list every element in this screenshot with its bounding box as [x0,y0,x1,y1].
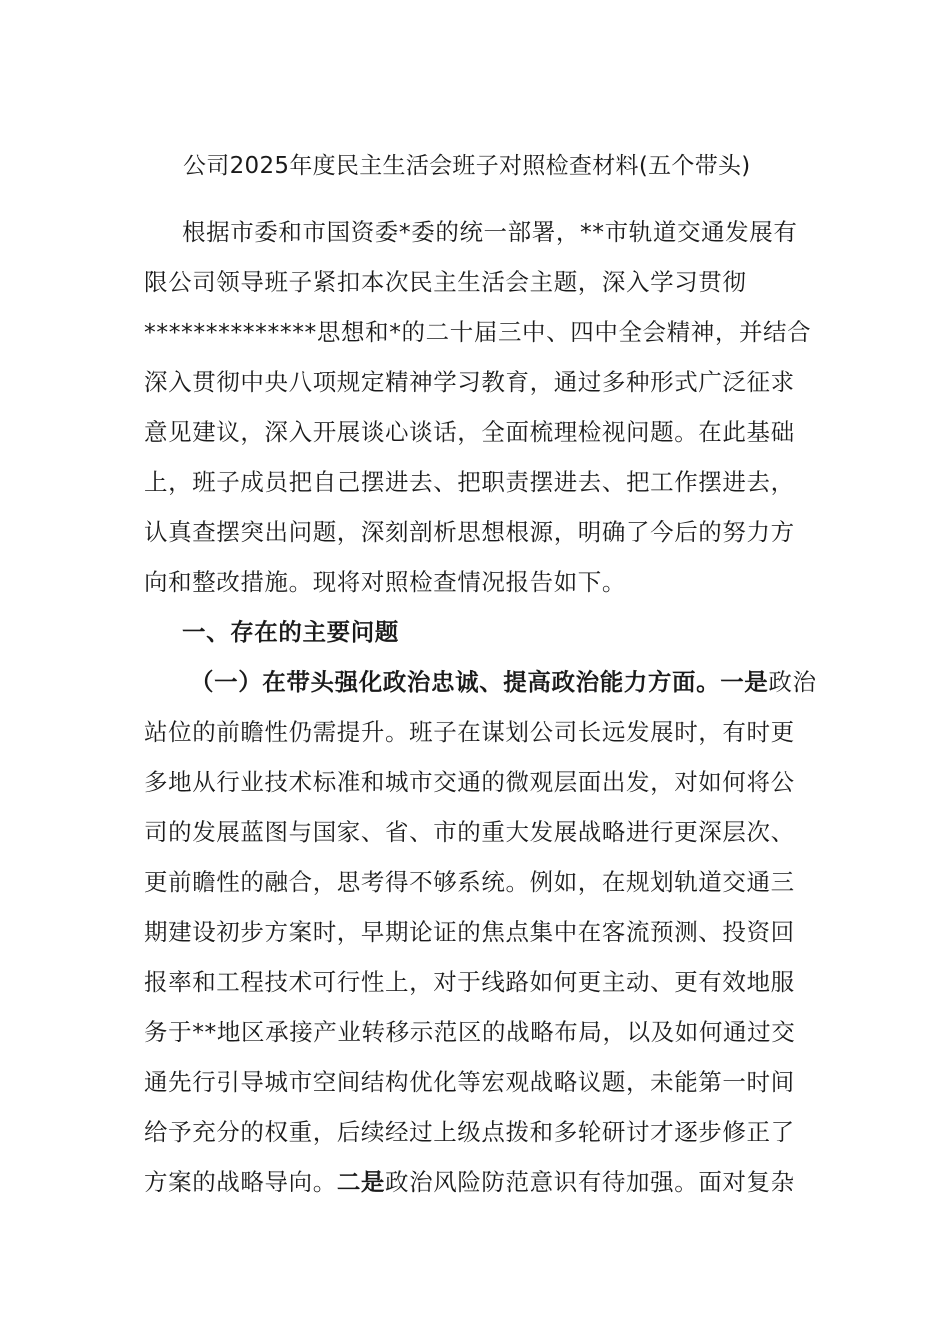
paragraph-line: 给予充分的权重，后续经过上级点拨和多轮研讨才逐步修正了 [144,1118,795,1146]
paragraph-line: 多地从行业技术标准和城市交通的微观层面出发，对如何将公 [144,768,795,796]
paragraph-line: 限公司领导班子紧扣本次民主生活会主题，深入学习贯彻 [144,268,747,296]
paragraph-line: 务于**地区承接产业转移示范区的战略布局，以及如何通过交 [144,1018,796,1046]
paragraph-line: 站位的前瞻性仍需提升。班子在谋划公司长远发展时，有时更 [144,718,795,746]
paragraph-text: 政治 [768,668,817,696]
section-heading: 一、存在的主要问题 [182,618,399,646]
document-title: 公司2025年度民主生活会班子对照检查材料(五个带头) [183,153,751,179]
paragraph-line: 司的发展蓝图与国家、省、市的重大发展战略进行更深层次、 [144,818,795,846]
paragraph-line: 根据市委和市国资委*委的统一部署，**市轨道交通发展有 [182,218,798,246]
document-body [144,207,817,1207]
paragraph-text: 方案的战略导向。 [144,1168,337,1196]
paragraph-line: 意见建议，深入开展谈心谈话，全面梳理检视问题。在此基础 [144,418,795,446]
paragraph-line: 深入贯彻中央八项规定精神学习教育，通过多种形式广泛征求 [144,368,795,396]
subsection-heading: （一）在带头强化政治忠诚、提高政治能力方面。 [190,668,721,696]
subsection-last-line [144,1157,806,1207]
paragraph-line: 通先行引导城市空间结构优化等宏观战略议题，未能第一时间 [144,1068,795,1096]
paragraph-line: **************思想和*的二十届三中、四中全会精神，并结合 [144,318,812,346]
paragraph-line: 报率和工程技术可行性上，对于线路如何更主动、更有效地服 [144,968,795,996]
point-marker-two: 二是 [336,1168,386,1196]
paragraph-line: 期建设初步方案时，早期论证的焦点集中在客流预测、投资回 [144,918,795,946]
paragraph-text: 政治风险防范意识有待加强。面对复杂 [385,1168,795,1196]
paragraph-line: 更前瞻性的融合，思考得不够系统。例如，在规划轨道交通三 [144,868,795,896]
paragraph-line: 向和整改措施。现将对照检查情况报告如下。 [144,568,626,596]
paragraph-line: 上，班子成员把自己摆进去、把职责摆进去、把工作摆进去， [144,468,795,496]
subsection-first-line [144,657,817,707]
point-marker-one: 一是 [720,668,769,696]
paragraph-line: 认真查摆突出问题，深刻剖析思想根源，明确了今后的努力方 [144,518,795,546]
